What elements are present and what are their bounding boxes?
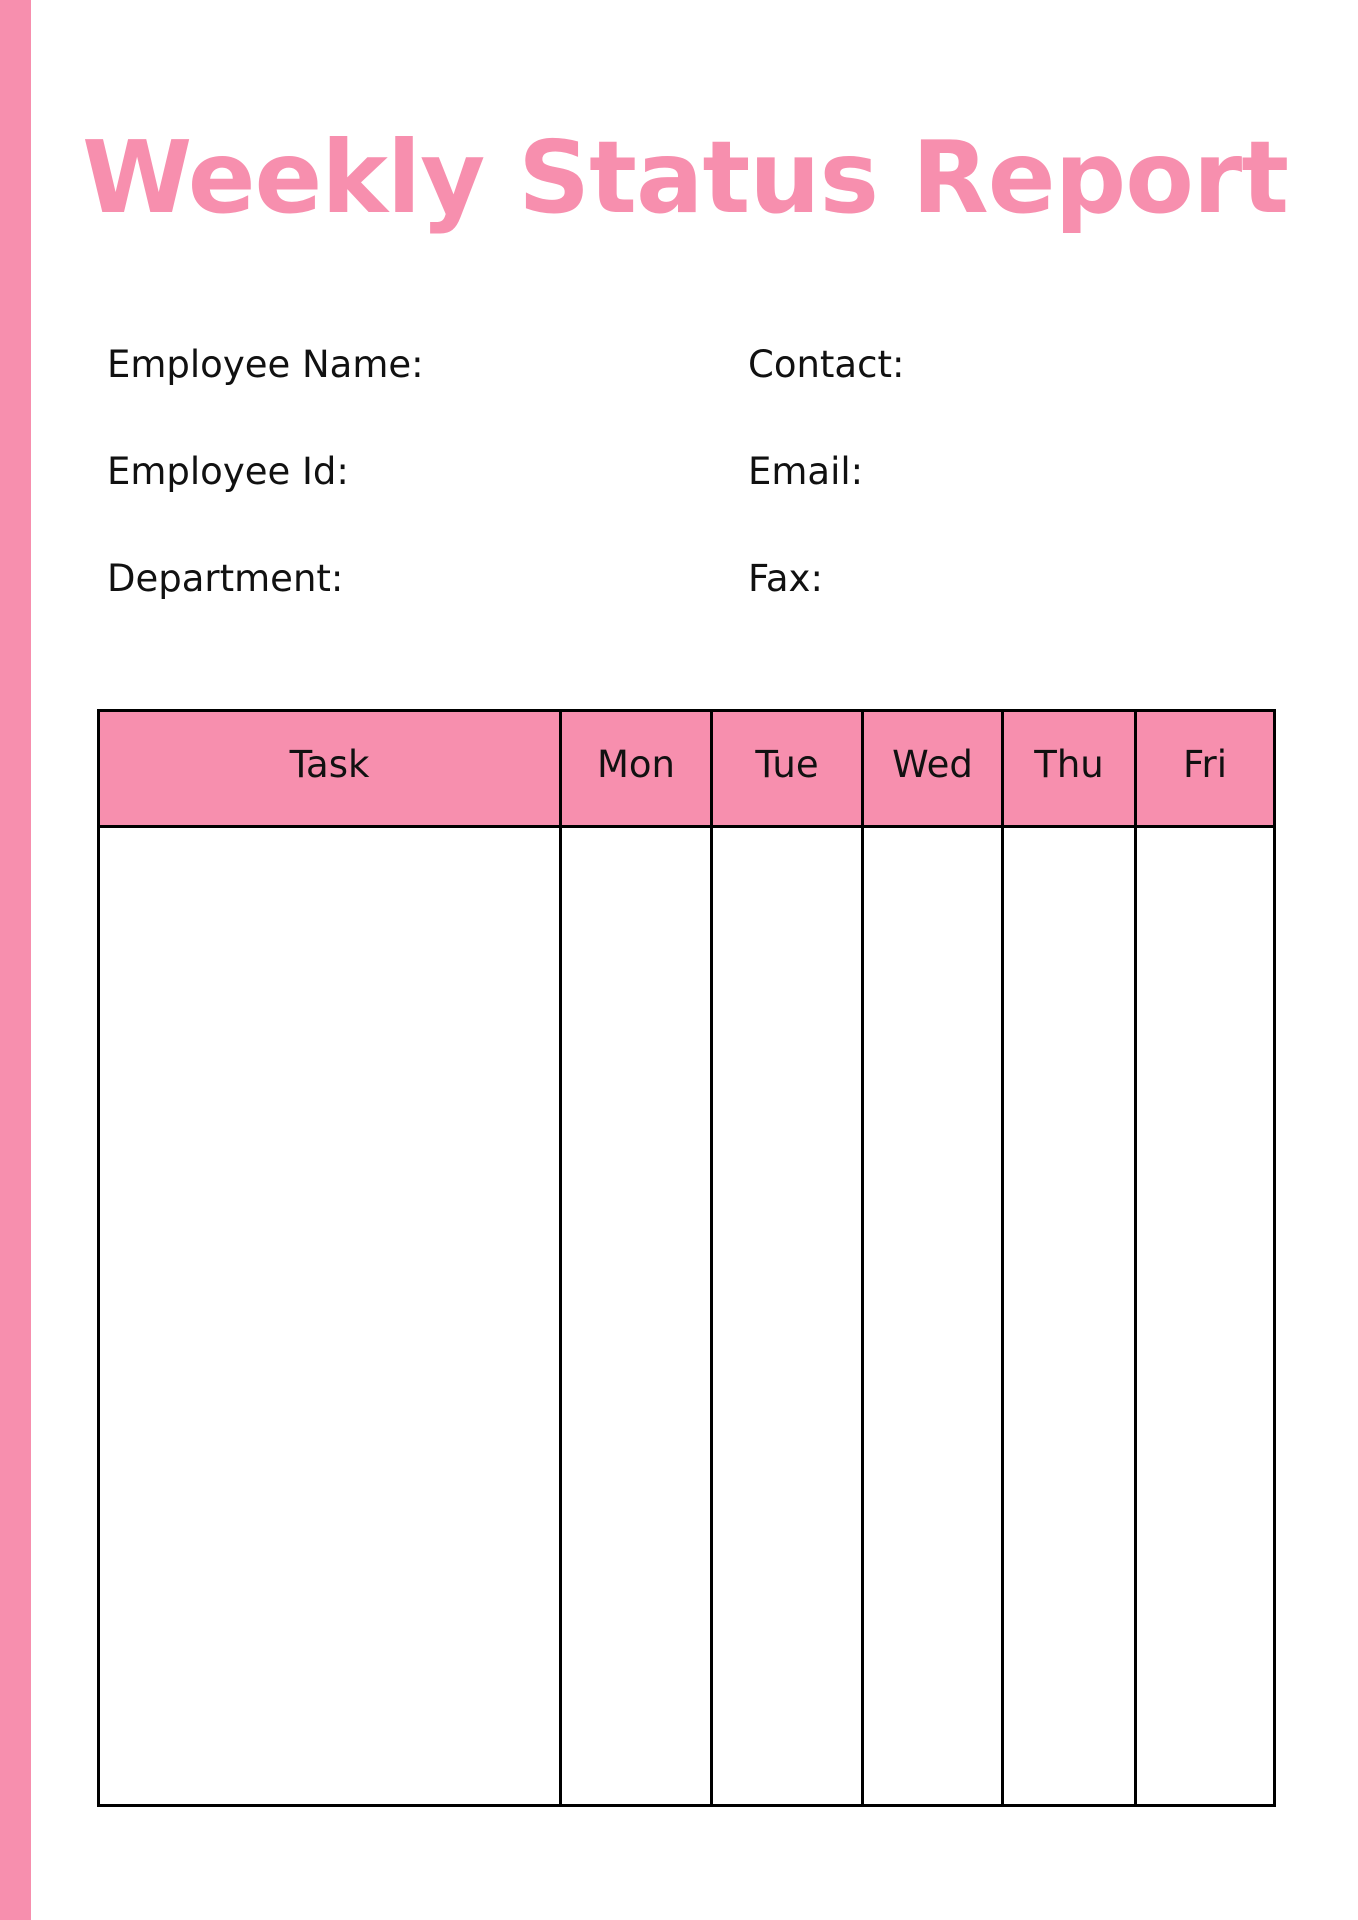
fax-label: Fax:	[748, 557, 823, 600]
table-row	[99, 827, 1275, 1806]
header-wed: Wed	[863, 711, 1003, 827]
contact-label: Contact:	[748, 343, 905, 386]
side-accent-stripe	[0, 0, 31, 1920]
thu-cell[interactable]	[1003, 827, 1136, 1806]
wed-cell[interactable]	[863, 827, 1003, 1806]
mon-cell[interactable]	[561, 827, 712, 1806]
header-tue: Tue	[712, 711, 863, 827]
email-label: Email:	[748, 450, 864, 493]
status-table	[97, 709, 1276, 1807]
employee-name-label: Employee Name:	[107, 343, 424, 386]
header-mon: Mon	[561, 711, 712, 827]
employee-id-label: Employee Id:	[107, 450, 349, 493]
fri-cell[interactable]	[1136, 827, 1275, 1806]
header-fri: Fri	[1136, 711, 1275, 827]
header-thu: Thu	[1003, 711, 1136, 827]
task-cell[interactable]	[99, 827, 561, 1806]
header-task: Task	[99, 711, 561, 827]
table-header-row	[99, 711, 1275, 827]
tue-cell[interactable]	[712, 827, 863, 1806]
department-label: Department:	[107, 557, 344, 600]
page-title: Weekly Status Report	[81, 119, 1289, 236]
